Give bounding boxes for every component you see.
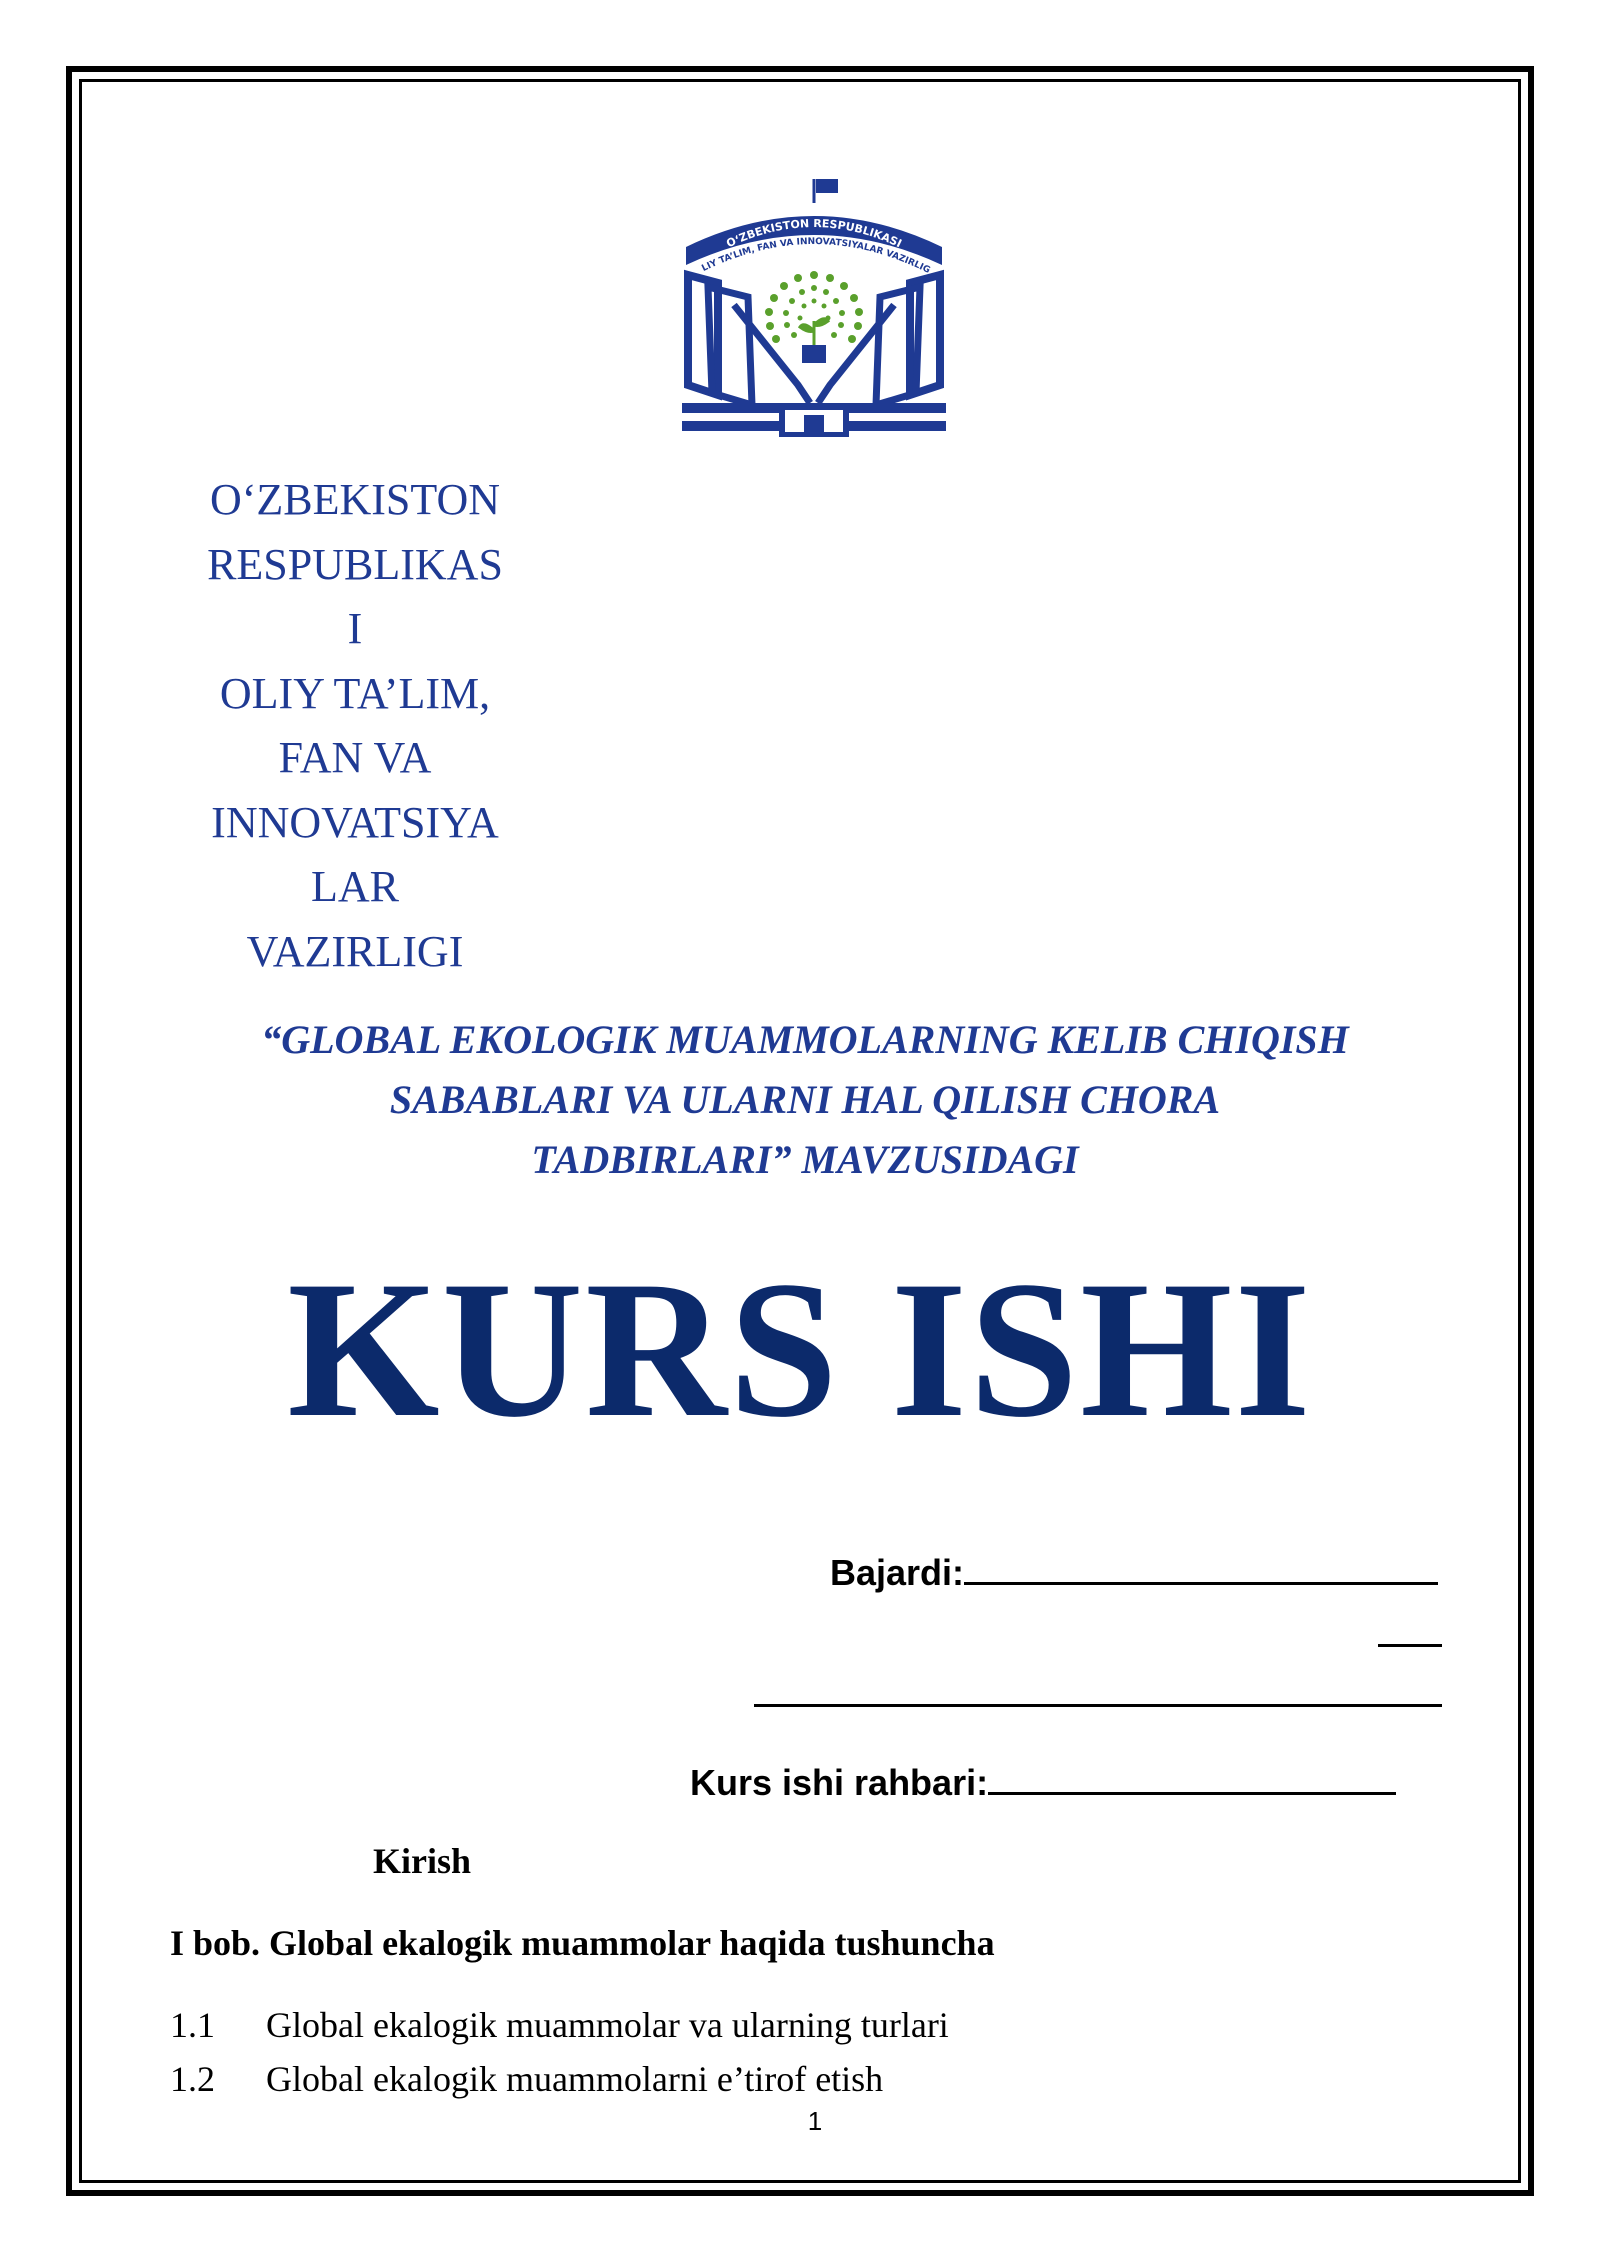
- topic-line: “GLOBAL EKOLOGIK MUAMMOLARNING KELIB CHIQISH: [261, 1017, 1349, 1062]
- ministry-name: [150, 468, 560, 984]
- blank-line-row: [754, 1670, 1442, 1717]
- blank-line-long[interactable]: [754, 1670, 1442, 1707]
- toc-item-number: 1.1: [170, 2005, 215, 2045]
- ministry-line: LAR: [311, 862, 399, 911]
- logo-arc-text-top: O‘ZBEKISTON RESPUBLIKASI: [724, 216, 904, 251]
- rahbar-blank-line[interactable]: [988, 1758, 1396, 1795]
- toc-item: [170, 2004, 949, 2046]
- toc-item-number: 1.2: [170, 2059, 215, 2099]
- ministry-line: INNOVATSIYA: [211, 797, 499, 847]
- toc-chapter-1: I bob. Global ekalogik muammolar haqida tushuncha: [170, 1923, 995, 1963]
- blank-line-short[interactable]: [1378, 1610, 1442, 1647]
- bajardi-continuation: [1378, 1610, 1442, 1657]
- toc-item-text: Global ekalogik muammolarni e’tirof etish: [266, 2059, 884, 2099]
- ministry-line: O‘ZBEKISTON: [209, 475, 501, 524]
- toc-item-text: Global ekalogik muammolar va ularning turlari: [266, 2005, 949, 2045]
- ministry-line: FAN VA: [278, 733, 432, 782]
- document-title: KURS ISHI: [287, 1241, 1313, 1458]
- toc-intro: Kirish: [373, 1841, 472, 1881]
- logo-arc-text-bottom: LIY TA’LIM, FAN VA INNOVATSIYALAR VAZIRLIG: [700, 236, 932, 276]
- ministry-line: RESPUBLIKAS: [207, 539, 503, 589]
- bajardi-row: [830, 1548, 1438, 1595]
- ministry-line: VAZIRLIGI: [246, 926, 464, 976]
- topic-heading: [160, 1010, 1450, 1190]
- toc-item: [170, 2058, 883, 2100]
- rahbar-row: [690, 1758, 1396, 1805]
- topic-line: SABABLARI VA ULARNI HAL QILISH CHORA: [389, 1077, 1221, 1122]
- ministry-line: I: [347, 604, 363, 653]
- ministry-logo: [678, 175, 950, 437]
- bajardi-blank-line[interactable]: [964, 1548, 1438, 1585]
- topic-line: TADBIRLARI” MAVZUSIDAGI: [531, 1137, 1079, 1182]
- bajardi-label: Bajardi:: [830, 1552, 965, 1593]
- ministry-line: OLIY TA’LIM,: [219, 668, 491, 718]
- rahbar-label: Kurs ishi rahbari:: [690, 1762, 989, 1803]
- page-number: 1: [807, 2106, 823, 2136]
